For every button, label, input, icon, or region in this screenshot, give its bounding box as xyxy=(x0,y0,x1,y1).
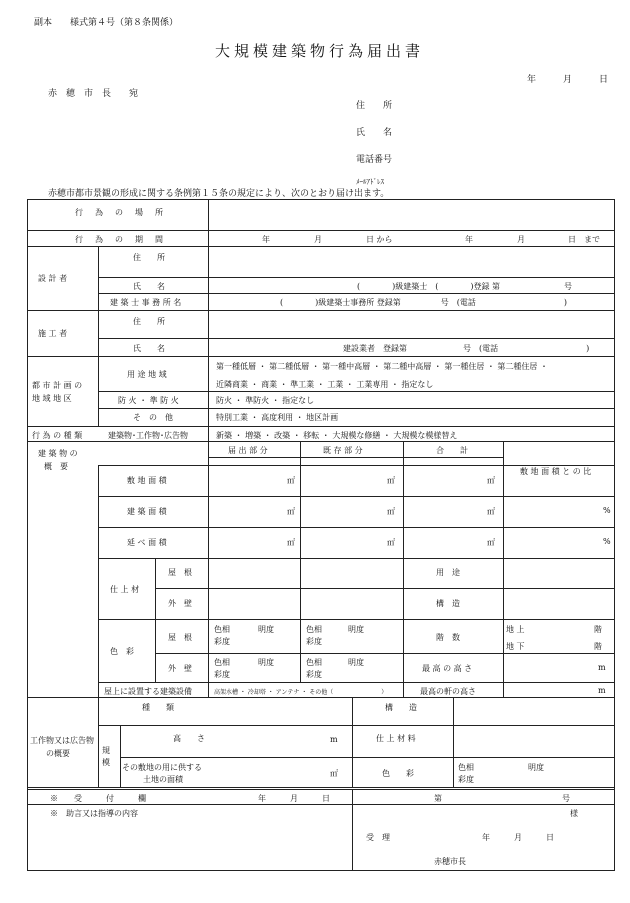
value-label: 明度 xyxy=(528,763,544,772)
hue-label: 色相 xyxy=(214,625,230,634)
floors-above: 地 上 xyxy=(506,625,525,634)
receipt-label: ※ 受 付 欄 xyxy=(50,794,146,803)
period-end-day: 日 まで xyxy=(568,235,600,244)
city-plan-label-2: 地 域 地 区 xyxy=(32,394,72,403)
builder-name-label: 氏 名 xyxy=(133,344,165,353)
unit-kai: 階 xyxy=(594,625,602,634)
receipt-date: 年 月 日 xyxy=(258,794,330,803)
use-zone-line-1: 第一種低層 ・ 第二種低層 ・ 第一種中高層 ・ 第二種中高層 ・ 第一種住居 ・ 第二種住居 ・ xyxy=(216,362,548,371)
color-roof-label: 屋 根 xyxy=(168,633,192,642)
floors-label: 階 数 xyxy=(436,633,460,642)
other-zone-label: そ の 他 xyxy=(133,413,173,422)
color-label: 色 彩 xyxy=(110,647,134,656)
unit-percent: % xyxy=(603,506,611,515)
builder-registration: 建設業者 登録第 号 (電話 ) xyxy=(343,344,590,353)
structure-label-2: の概要 xyxy=(46,749,70,758)
form-number: 副本 様式第４号（第８条関係） xyxy=(34,18,179,28)
act-type-label: 行 為 の 種 類 xyxy=(32,431,83,440)
builder-address-label: 住 所 xyxy=(133,317,165,326)
designer-name-label: 氏 名 xyxy=(133,282,165,291)
act-type-options: 新築 ・ 増築 ・ 改築 ・ 移転 ・ 大規模な修繕 ・ 大規模な模様替え xyxy=(216,431,458,440)
hue-label: 色相 xyxy=(214,658,230,667)
structure-label: 構 造 xyxy=(436,599,460,608)
unit-m: m xyxy=(598,663,606,672)
period-end-month: 月 xyxy=(517,235,525,244)
building-area-label: 建 築 面 積 xyxy=(127,507,167,516)
receipt-go-label: 号 xyxy=(562,794,570,803)
finish-wall-label: 外 壁 xyxy=(168,599,192,608)
scale-label: 規模 xyxy=(102,746,110,767)
fire-zone-options: 防火 ・ 準防火 ・ 指定なし xyxy=(216,396,315,405)
unit-m2: ㎡ xyxy=(287,538,295,547)
period-end-year: 年 xyxy=(465,235,473,244)
finish-label: 仕 上 材 xyxy=(110,585,140,594)
hue-label: 色相 xyxy=(306,625,322,634)
other-zone-options: 特別工業 ・ 高度利用 ・ 地区計画 xyxy=(216,413,339,422)
applicant-mail-label: ﾒｰﾙｱﾄﾞﾚｽ xyxy=(356,178,384,186)
chroma-label: 彩度 xyxy=(306,670,322,679)
roof-equipment-label: 屋上に設置する建築設備 xyxy=(104,687,192,696)
unit-m2: ㎡ xyxy=(487,538,495,547)
period-label: 行 為 の 期 間 xyxy=(75,235,165,244)
unit-m2: ㎡ xyxy=(387,507,395,516)
col-existing: 既 存 部 分 xyxy=(323,446,363,455)
site-area-label: 敷 地 面 積 xyxy=(127,476,167,485)
unit-m2: ㎡ xyxy=(330,769,338,778)
unit-m2: ㎡ xyxy=(487,507,495,516)
builder-address-field[interactable] xyxy=(210,312,613,337)
value-label: 明度 xyxy=(348,658,364,667)
period-start-month: 月 xyxy=(314,235,322,244)
unit-m2: ㎡ xyxy=(287,476,295,485)
unit-m2: ㎡ xyxy=(487,476,495,485)
use-zone-label: 用 途 地 域 xyxy=(127,370,167,379)
receipt-no-label: 第 xyxy=(434,794,442,803)
col-ratio: 敷 地 面 積 と の 比 xyxy=(520,467,592,476)
use-label: 用 途 xyxy=(436,568,460,577)
unit-kai: 階 xyxy=(594,642,602,651)
unit-m: m xyxy=(330,735,338,744)
place-label: 行 為 の 場 所 xyxy=(75,208,165,217)
value-label: 明度 xyxy=(348,625,364,634)
site-area-use-label-1: その敷地の用に供する xyxy=(122,763,202,772)
accept-date: 年 月 日 xyxy=(482,833,554,842)
date-line: 年 月 日 xyxy=(527,75,609,85)
designer-label: 設 計 者 xyxy=(38,274,68,283)
chroma-label: 彩度 xyxy=(214,637,230,646)
floor-area-label: 延 べ 面 積 xyxy=(127,538,167,547)
unit-m2: ㎡ xyxy=(387,538,395,547)
designer-address-label: 住 所 xyxy=(133,253,165,262)
value-label: 明度 xyxy=(258,658,274,667)
applicant-name-label: 氏 名 xyxy=(356,128,393,138)
designer-kenchikushi: ( )級建築士 ( )登録 第 号 xyxy=(357,282,573,291)
designer-address-field[interactable] xyxy=(210,248,613,276)
structure-label-1: 工作物又は広告物 xyxy=(30,736,94,745)
ad-color-label: 色 彩 xyxy=(382,769,414,778)
period-start-year: 年 xyxy=(262,235,270,244)
value-label: 明度 xyxy=(258,625,274,634)
sama-label: 様 xyxy=(570,809,578,818)
roof-equipment-options: 高架水槽 ・ 冷却塔 ・ アンテナ ・ その他（ ） xyxy=(214,689,388,696)
overview-label-1: 建 築 物 の xyxy=(38,449,78,458)
page-title: 大規模建築物行為届出書 xyxy=(215,42,425,60)
site-area-use-label-2: 土地の面積 xyxy=(143,775,183,784)
hue-label: 色相 xyxy=(306,658,322,667)
intro-text: 赤穂市都市景観の形成に関する条例第１５条の規定により、次のとおり届け出ます。 xyxy=(48,189,390,199)
act-type-sub: 建築物･工作物･広告物 xyxy=(108,431,188,440)
unit-m: m xyxy=(598,686,606,695)
finish-roof-label: 屋 根 xyxy=(168,568,192,577)
unit-m2: ㎡ xyxy=(387,476,395,485)
max-eaves-label: 最高の軒の高さ xyxy=(420,687,476,696)
col-total: 合 計 xyxy=(436,446,468,455)
builder-label: 施 工 者 xyxy=(38,329,68,338)
col-new: 届 出 部 分 xyxy=(228,446,268,455)
applicant-phone-label: 電話番号 xyxy=(356,155,393,165)
overview-label-2: 概 要 xyxy=(44,462,68,471)
color-wall-label: 外 壁 xyxy=(168,664,192,673)
finish-material-label: 仕 上 材 料 xyxy=(376,734,416,743)
height-label: 高 さ xyxy=(173,734,205,743)
place-field[interactable] xyxy=(210,201,613,229)
mayor-label: 赤穂市長 xyxy=(434,857,466,866)
struct-label: 構 造 xyxy=(385,703,417,712)
use-zone-line-2: 近隣商業 ・ 商業 ・ 準工業 ・ 工業 ・ 工業専用 ・ 指定なし xyxy=(216,380,434,389)
chroma-label: 彩度 xyxy=(306,637,322,646)
unit-percent: % xyxy=(603,537,611,546)
addressee: 赤 穂 市 長 宛 xyxy=(48,89,139,99)
hue-label: 色相 xyxy=(458,763,474,772)
accept-label: 受 理 xyxy=(366,833,390,842)
floors-below: 地 下 xyxy=(506,642,525,651)
advice-label: ※ 助言又は指導の内容 xyxy=(50,809,138,818)
city-plan-label-1: 都 市 計 画 の xyxy=(32,381,83,390)
chroma-label: 彩度 xyxy=(458,775,474,784)
chroma-label: 彩度 xyxy=(214,670,230,679)
period-start-day: 日 から xyxy=(366,235,393,244)
fire-zone-label: 防 火 ・ 準 防 火 xyxy=(118,396,179,405)
unit-m2: ㎡ xyxy=(287,507,295,516)
kind-label: 種 類 xyxy=(142,703,174,712)
applicant-address-label: 住 所 xyxy=(356,101,393,111)
designer-office: ( )級建築士事務所 登録第 号 (電話 ) xyxy=(280,298,568,307)
max-height-label: 最 高 の 高 さ xyxy=(422,664,473,673)
designer-office-label: 建 築 士 事 務 所 名 xyxy=(110,298,182,307)
